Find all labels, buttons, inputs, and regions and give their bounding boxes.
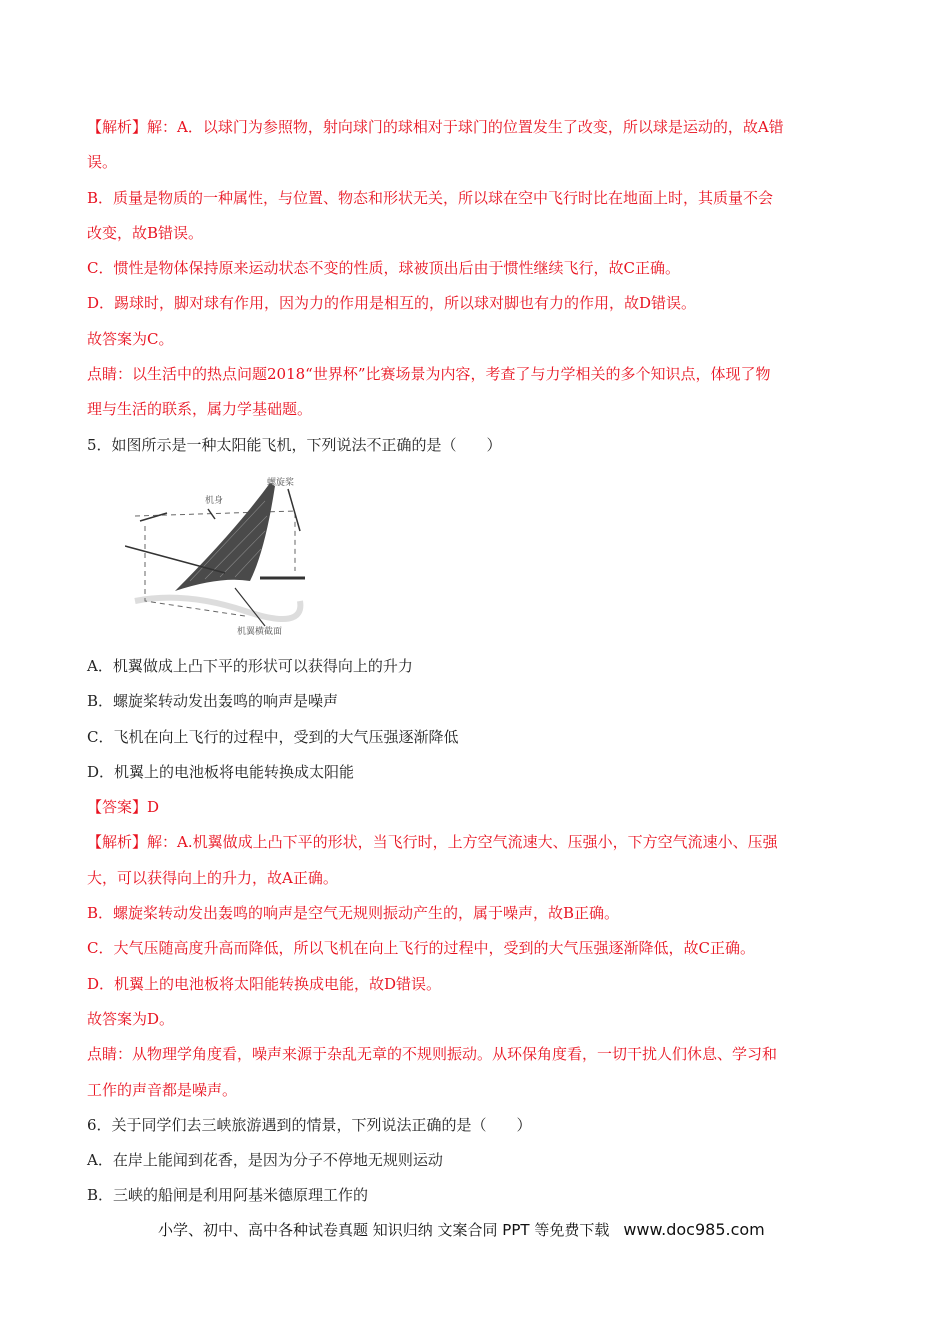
q5-option-c: C．飞机在向上飞行的过程中，受到的大气压强逐渐降低	[87, 727, 459, 746]
q5-analysis-line: C．大气压随高度升高而降低，所以飞机在向上飞行的过程中，受到的大气压强逐渐降低，故C正确。	[87, 939, 755, 958]
q4-analysis-line: D．踢球时，脚对球有作用，因为力的作用是相互的，所以球对脚也有力的作用，故D错误。	[87, 294, 697, 313]
figure-label-wing-section: 机翼横截面	[237, 626, 283, 636]
q5-analysis-line: 大，可以获得向上的升力，故A正确。	[87, 868, 338, 887]
q5-option-a: A．机翼做成上凸下平的形状可以获得向上的升力	[87, 656, 413, 675]
q4-analysis-line: 【解析】解：A．以球门为参照物，射向球门的球相对于球门的位置发生了改变，所以球是运动的，故A错	[87, 118, 784, 136]
q6-option-b: B．三峡的船闸是利用阿基米德原理工作的	[87, 1186, 369, 1205]
figure-label-fuselage: 机身	[205, 495, 224, 506]
q5-answer-label: 【答案】D	[87, 798, 160, 817]
q5-answer: 故答案为D。	[87, 1009, 175, 1028]
q4-analysis-line: 误。	[87, 153, 118, 172]
solar-plane-figure	[87, 463, 867, 649]
page-footer	[158, 1219, 765, 1240]
q5-option-d: D．机翼上的电池板将电能转换成太阳能	[87, 762, 355, 781]
q4-answer: 故答案为C。	[87, 329, 174, 348]
q5-analysis-line: B．螺旋桨转动发出轰鸣的响声是空气无规则振动产生的，属于噪声，故B正确。	[87, 904, 620, 923]
q5-question: 5．如图所示是一种太阳能飞机，下列说法不正确的是（ ）	[87, 435, 502, 454]
q4-analysis-line: B．质量是物质的一种属性，与位置、物态和形状无关，所以球在空中飞行时比在地面上时，其质量不会	[87, 188, 774, 207]
q5-option-b: B．螺旋桨转动发出轰鸣的响声是噪声	[87, 692, 339, 711]
footer-text: 小学、初中、高中各种试卷真题 知识归纳 文案合同 PPT 等免费下载	[158, 1221, 610, 1239]
q4-comment: 理与生活的联系，属力学基础题。	[87, 400, 313, 419]
footer-url[interactable]: www.doc985.com	[623, 1220, 765, 1239]
q5-analysis-line: D．机翼上的电池板将太阳能转换成电能，故D错误。	[87, 974, 442, 993]
q5-analysis-line: 【解析】解：A.机翼做成上凸下平的形状，当飞行时，上方空气流速大、压强小，下方空气流速小、压强	[87, 833, 778, 852]
figure-label-propeller: 螺旋桨	[267, 477, 295, 488]
solar-plane-image	[125, 471, 305, 636]
q5-comment: 工作的声音都是噪声。	[87, 1080, 238, 1099]
q4-analysis-line: 改变，故B错误。	[87, 223, 204, 242]
document-body	[87, 110, 867, 1214]
q5-comment: 点睛：从物理学角度看，噪声来源于杂乱无章的不规则振动。从环保角度看，一切干扰人们休息、学习和	[87, 1045, 778, 1064]
q4-analysis-line: C．惯性是物体保持原来运动状态不变的性质，球被顶出后由于惯性继续飞行，故C正确。	[87, 259, 680, 278]
q4-comment: 点睛：以生活中的热点问题2018“世界杯”比赛场景为内容，考查了与力学相关的多个知识点，体现了物	[87, 365, 771, 384]
q6-option-a: A．在岸上能闻到花香，是因为分子不停地无规则运动	[87, 1151, 443, 1170]
q6-question: 6．关于同学们去三峡旅游遇到的情景，下列说法正确的是（ ）	[87, 1115, 532, 1134]
